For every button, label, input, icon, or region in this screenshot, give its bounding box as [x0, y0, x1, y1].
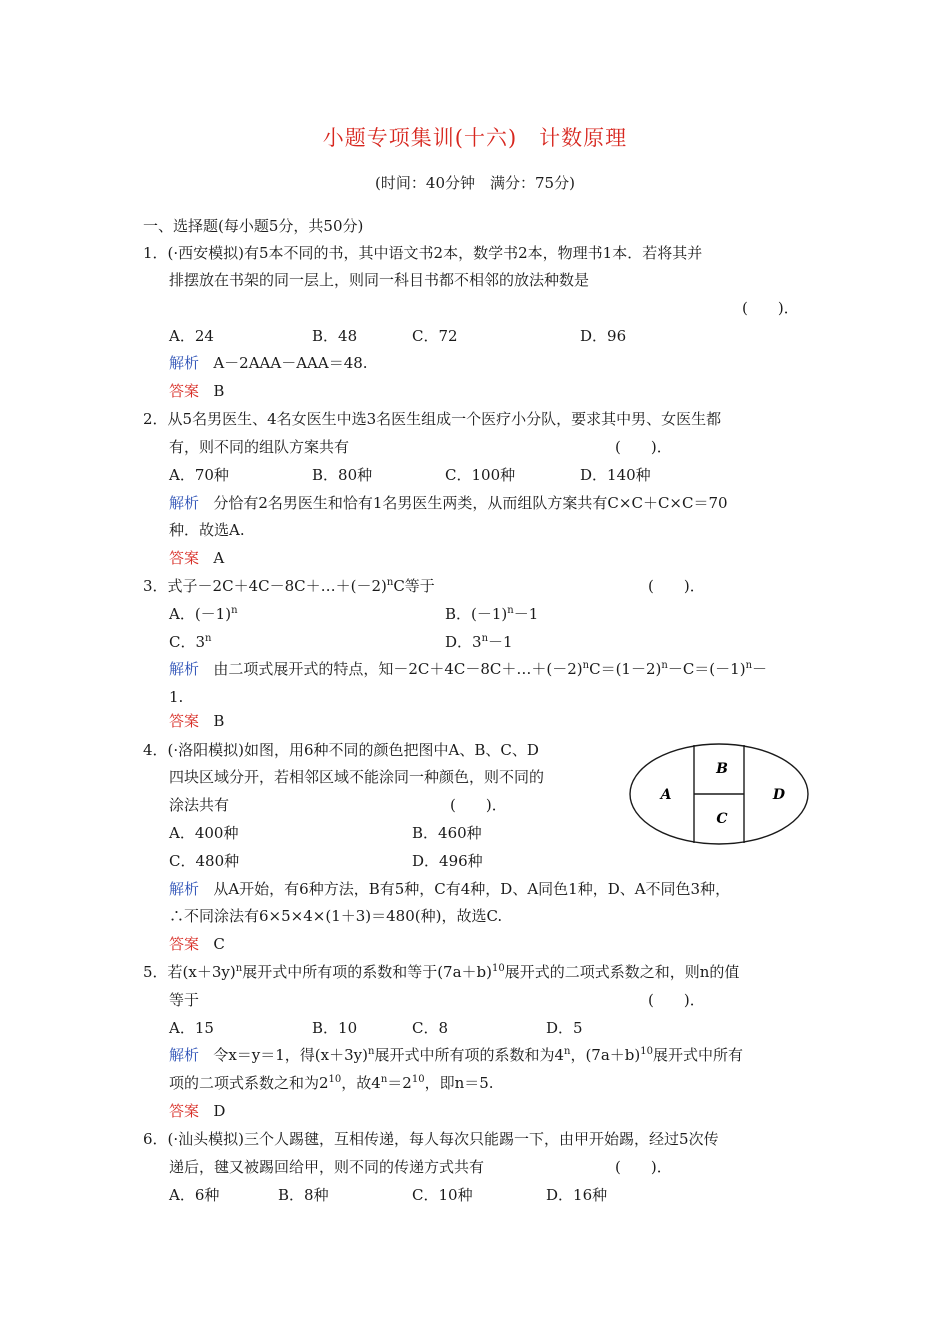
page-title: 小题专项集训(十六) 计数原理: [322, 126, 628, 150]
q6-option-c: C．10种: [412, 1186, 473, 1204]
q4-option-c: C．480种: [169, 852, 240, 870]
q2-analysis: [169, 493, 728, 513]
q3-option-b-sup: n: [507, 605, 514, 616]
q3-stem: [143, 576, 435, 596]
region-label-d: D: [772, 787, 786, 803]
q2-option-a: A．70种: [169, 466, 229, 484]
answer-label: 答案: [169, 712, 200, 730]
q5-stem-part: 展开式的二项式系数之和，则n的值: [504, 963, 740, 981]
q1-analysis-text: A－2AAA－AAA＝48.: [213, 354, 368, 372]
analysis-label: 解析: [169, 494, 200, 512]
q1-answer-blank: ( )．: [742, 299, 799, 317]
q3-option-d-text: D．3: [445, 633, 482, 651]
q3-option-b: [445, 604, 538, 624]
q3-analysis-sup: n: [745, 660, 753, 671]
q4-answer-blank: ( )．: [450, 796, 507, 814]
q5-stem-sup: 10: [491, 963, 505, 974]
q6-stem-line1: 6．(·汕头模拟)三个人踢毽，互相传递，每人每次只能踢一下，由甲开始踢，经过5次传: [143, 1130, 719, 1148]
region-label-b: B: [716, 761, 728, 777]
region-diagram: [624, 740, 814, 848]
q1-analysis: [169, 353, 368, 373]
q4-option-d: D．496种: [412, 852, 483, 870]
q6-stem-line2: 递后，毽又被踢回给甲，则不同的传递方式共有: [169, 1158, 485, 1176]
q4-answer-value: C: [213, 935, 225, 953]
q3-analysis-line2: 1.: [169, 688, 184, 706]
q5-option-a: A．15: [169, 1019, 214, 1037]
q6-answer-blank: ( )．: [615, 1158, 672, 1176]
q5-stem-sup: n: [235, 963, 243, 974]
q5-analysis-sup: n: [368, 1046, 375, 1057]
q3-option-c-text: C．3: [169, 633, 206, 651]
q2-answer: [169, 548, 224, 568]
q5-analysis-text: 项的二项式系数之和为2: [169, 1074, 329, 1092]
q5-option-d: D．5: [546, 1019, 583, 1037]
q3-option-d-text: －1: [488, 633, 513, 651]
q5-analysis-sup: 10: [328, 1074, 342, 1085]
q3-analysis-sup: n: [582, 660, 590, 671]
q5-stem-part: 5．若(x＋3y): [143, 963, 236, 981]
q1-stem-line2: 排摆放在书架的同一层上，则同一科目书都不相邻的放法种数是: [169, 271, 590, 289]
analysis-label: 解析: [169, 354, 200, 372]
q4-analysis: [169, 879, 730, 899]
q4-stem-line2: 四块区域分开，若相邻区域不能涂同一种颜色，则不同的: [169, 768, 545, 786]
analysis-label: 解析: [169, 880, 200, 898]
answer-label: 答案: [169, 1102, 200, 1120]
q3-stem-part: C等于: [393, 577, 435, 595]
q2-analysis-line2: 种．故选A.: [169, 521, 245, 539]
analysis-label: 解析: [169, 1046, 200, 1064]
q2-stem-line2: 有，则不同的组队方案共有: [169, 438, 350, 456]
q2-option-d: D．140种: [580, 466, 651, 484]
q3-analysis-text: －C＝(－1): [667, 660, 746, 678]
q3-analysis: [169, 659, 767, 679]
q3-answer-value: B: [213, 712, 225, 730]
q3-analysis-sup: n: [661, 660, 668, 671]
q5-option-c: C．8: [412, 1019, 449, 1037]
q3-option-b-text: B．(－1): [445, 605, 508, 623]
q5-analysis-text: ，故4: [341, 1074, 381, 1092]
q3-answer-blank: ( )．: [648, 577, 705, 595]
page-subtitle: (时间：40分钟 满分：75分): [375, 174, 575, 192]
section-heading: 一、选择题(每小题5分，共50分): [143, 217, 364, 235]
q3-option-d: [445, 632, 513, 652]
q5-analysis-text: ，即n＝5.: [424, 1074, 494, 1092]
q5-analysis-sup: 10: [411, 1074, 425, 1085]
q4-answer: [169, 934, 225, 954]
q4-stem-line3: 涂法共有: [169, 796, 230, 814]
q5-analysis-line2: [169, 1073, 494, 1093]
region-label-a: A: [660, 787, 672, 803]
q1-stem-line1: 1．(·西安模拟)有5本不同的书，其中语文书2本，数学书2本，物理书1本．若将其并: [143, 244, 703, 262]
q3-option-b-text: －1: [513, 605, 539, 623]
q3-answer: [169, 711, 224, 731]
q6-option-b: B．8种: [278, 1186, 329, 1204]
q4-analysis-text: 从A开始，有6种方法，B有5种，C有4种，D、A同色1种，D、A不同色3种，: [213, 880, 731, 898]
q3-analysis-text: －: [752, 660, 768, 678]
q2-option-b: B．80种: [312, 466, 373, 484]
q2-answer-value: A: [213, 549, 225, 567]
q1-answer: [169, 381, 224, 401]
q1-answer-value: B: [213, 382, 225, 400]
q4-option-b: B．460种: [412, 824, 482, 842]
q5-analysis-text: 展开式中所有: [652, 1046, 743, 1064]
q2-option-c: C．100种: [445, 466, 516, 484]
answer-label: 答案: [169, 549, 200, 567]
q3-option-a: [169, 604, 238, 624]
q4-stem-line1: 4．(·洛阳模拟)如图，用6种不同的颜色把图中A、B、C、D: [143, 741, 539, 759]
q5-analysis-text: 令x＝y＝1，得(x＋3y): [213, 1046, 368, 1064]
q5-answer-value: D: [213, 1102, 226, 1120]
q5-analysis-sup: n: [380, 1074, 388, 1085]
q5-analysis: [169, 1045, 743, 1065]
q3-option-a-sup: n: [231, 605, 238, 616]
q5-stem-part: 展开式中所有项的系数和等于(7a＋b): [242, 963, 492, 981]
q4-analysis-line2: ∴不同涂法有6×5×4×(1＋3)＝480(种)，故选C.: [169, 907, 503, 925]
region-label-c: C: [716, 811, 728, 827]
q5-stem-line1: [143, 962, 739, 982]
q3-option-a-text: A．(－1): [169, 605, 232, 623]
analysis-label: 解析: [169, 660, 200, 678]
q3-stem-part: 3．式子－2C＋4C－8C＋…＋(－2): [143, 577, 387, 595]
q3-option-c-sup: n: [205, 633, 212, 644]
q1-option-c: C．72: [412, 327, 458, 345]
q2-stem-line1: 2．从5名男医生、4名女医生中选3名医生组成一个医疗小分队，要求其中男、女医生都: [143, 410, 722, 428]
q6-option-a: A．6种: [169, 1186, 220, 1204]
q5-option-b: B．10: [312, 1019, 358, 1037]
q2-answer-blank: ( )．: [615, 438, 672, 456]
q1-option-a: A．24: [169, 327, 214, 345]
q3-analysis-text: C＝(1－2): [589, 660, 662, 678]
q5-analysis-text: 展开式中所有项的系数和为4: [374, 1046, 564, 1064]
q3-analysis-text: 由二项式展开式的特点，知－2C＋4C－8C＋…＋(－2): [213, 660, 583, 678]
q5-stem-line2: 等于: [169, 991, 200, 1009]
q3-option-d-sup: n: [481, 633, 489, 644]
q2-analysis-text: 分恰有2名男医生和恰有1名男医生两类，从而组队方案共有C×C＋C×C＝70: [213, 494, 728, 512]
q4-option-a: A．400种: [169, 824, 239, 842]
q1-option-d: D．96: [580, 327, 627, 345]
q6-option-d: D．16种: [546, 1186, 608, 1204]
answer-label: 答案: [169, 935, 200, 953]
q5-analysis-text: ＝2: [387, 1074, 412, 1092]
q3-stem-sup: n: [386, 577, 394, 588]
q5-answer: [169, 1101, 225, 1121]
q5-answer-blank: ( )．: [648, 991, 705, 1009]
q3-option-c: [169, 632, 211, 652]
answer-label: 答案: [169, 382, 200, 400]
q5-analysis-text: ，(7a＋b): [570, 1046, 641, 1064]
q5-analysis-sup: n: [564, 1046, 571, 1057]
q5-analysis-sup: 10: [640, 1046, 653, 1057]
q1-option-b: B．48: [312, 327, 358, 345]
